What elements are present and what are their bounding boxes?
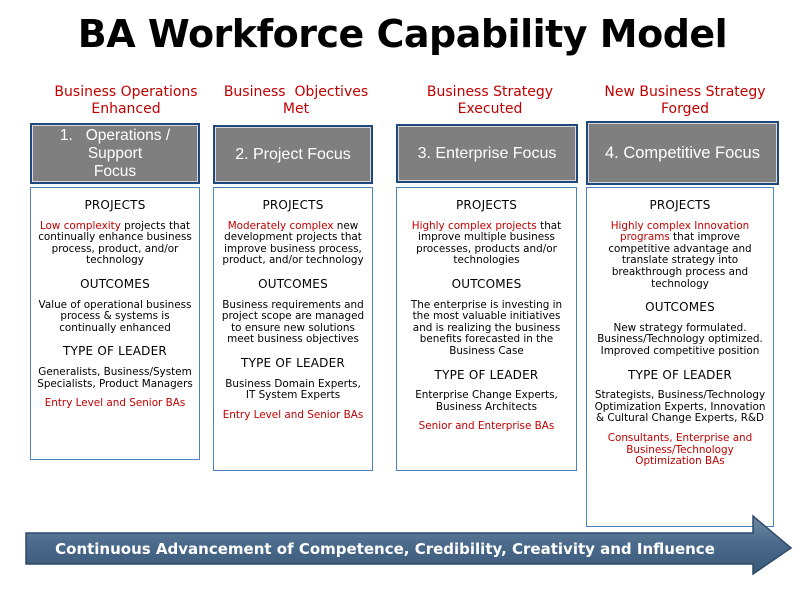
projects-complexity: Highly complex Innovation programs [610, 219, 750, 244]
outcome-line: Business Strategy [426, 84, 554, 100]
outcome-heading-3 [404, 84, 576, 118]
outcome-line: Executed [457, 101, 523, 117]
outcome-line: New Business Strategy [604, 84, 766, 100]
leader-description: Generalists, Business/System Specialists, Product Managers [37, 365, 193, 390]
outcome-line: Forged [660, 101, 709, 117]
projects-heading: PROJECTS [649, 198, 711, 212]
projects-text: new development projects that improve business process, product, and/or technology [222, 219, 364, 267]
leader-heading: TYPE OF LEADER [434, 367, 539, 382]
stage-label-line: Focus [93, 162, 137, 180]
stage-box-3 [396, 124, 578, 183]
projects-description [37, 221, 193, 267]
outcomes-description: Business requirements and project scope are managed to ensure new solutions meet business objectives [221, 298, 365, 346]
leader-description: Enterprise Change Experts, Business Architects [415, 389, 558, 413]
leader-description: Strategists, Business/Technology Optimization Experts, Innovation & Cultural Change Experts, R&D [594, 389, 766, 425]
leader-heading: TYPE OF LEADER [63, 344, 167, 359]
outcomes-heading: OUTCOMES [451, 276, 522, 291]
outcome-heading-4 [592, 84, 778, 118]
leader-description: Business Domain Experts, IT System Experts [225, 377, 361, 402]
ba-level: Senior and Enterprise BAs [418, 420, 555, 433]
projects-description [593, 221, 767, 291]
outcome-heading-2 [210, 84, 382, 118]
stage-label: 2. Project Focus [235, 145, 351, 163]
projects-description [403, 221, 570, 267]
stage-box-2 [213, 125, 373, 184]
capability-card-4 [586, 187, 774, 527]
stage-label-line: Support [87, 144, 143, 162]
leader-heading: TYPE OF LEADER [628, 367, 732, 382]
stage-label: 3. Enterprise Focus [417, 144, 557, 162]
projects-complexity: Moderately complex [227, 219, 334, 232]
outcomes-heading: OUTCOMES [80, 276, 150, 291]
outcomes-heading: OUTCOMES [645, 300, 715, 315]
arrow-label: Continuous Advancement of Competence, Credibility, Creativity and Influence [55, 540, 715, 558]
outcome-heading-1 [40, 84, 212, 118]
capability-card-3 [396, 187, 577, 471]
ba-level: Consultants, Enterprise and Business/Technology Optimization BAs [607, 431, 753, 468]
projects-heading: PROJECTS [455, 198, 518, 212]
outcomes-heading: OUTCOMES [258, 276, 328, 291]
outcome-line: Enhanced [91, 101, 161, 117]
projects-text: that improve competitive advantage and translate strategy into breakthrough process and technology [608, 231, 752, 290]
capability-card-2 [213, 187, 373, 471]
ba-level: Entry Level and Senior BAs [44, 397, 186, 410]
ba-level: Entry Level and Senior BAs [222, 408, 364, 421]
outcomes-description: Value of operational business process & systems is continually enhanced [38, 298, 192, 334]
projects-complexity: Low complexity [39, 219, 121, 232]
projects-heading: PROJECTS [84, 198, 146, 212]
projects-text: that improve multiple business processes, products and/or technologies [416, 219, 562, 267]
projects-description [220, 221, 366, 267]
projects-text: projects that continually enhance business process, product, and/or technology [38, 219, 192, 267]
outcomes-description: New strategy formulated. Business/Technology optimized. Improved competitive position [597, 321, 763, 357]
stage-box-4 [586, 121, 779, 185]
page-title: BA Workforce Capability Model [77, 12, 728, 56]
leader-heading: TYPE OF LEADER [241, 355, 345, 370]
stage-label-line: 1. Operations / [59, 126, 171, 144]
projects-complexity: Highly complex projects [411, 219, 537, 232]
outcomes-description: The enterprise is investing in the most valuable initiatives and is realizing the business benefits forecasted in the Business Case [410, 298, 563, 357]
outcome-line: Met [282, 101, 310, 117]
projects-heading: PROJECTS [262, 198, 324, 212]
outcome-line: Business Objectives [223, 84, 369, 100]
stage-label: 4. Competitive Focus [605, 143, 760, 162]
capability-card-1 [30, 187, 200, 460]
stage-box-1 [30, 123, 200, 184]
outcome-line: Business Operations [54, 84, 198, 100]
